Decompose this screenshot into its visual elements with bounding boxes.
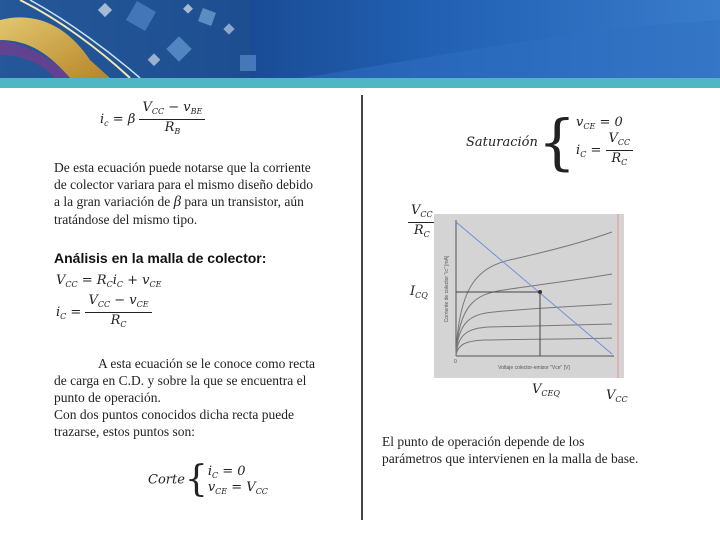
banner-decoration <box>0 0 720 78</box>
graph-ylabel: Corriente de colector "ic" [mA] <box>444 255 450 323</box>
header-banner <box>0 0 720 78</box>
output-characteristics-graph <box>434 214 624 378</box>
equation-collector-mesh: $V_{CC} = R_Ci_C + v_{CE}$ <box>56 273 162 289</box>
graph-background <box>434 214 624 378</box>
graph-label-vcc-over-rc: $\frac{V_{CC}}{R_C}$ <box>408 203 436 242</box>
graph-label-vcc: $V_{CC}$ <box>606 388 628 404</box>
teal-bar <box>0 78 720 88</box>
paragraph-load-line: A esta ecuación se le conoce como recta de carga en C.D. y sobre la que se encuentra el punto de operación. Con dos puntos conocidos dicha recta puede trazarse, estos puntos son: <box>54 356 316 439</box>
equation-saturation: Saturación{ $v_{CE} = 0$ $i_C$ = $\frac{V_{CC}}{R_C}$ <box>466 115 633 170</box>
graph-label-icq: $I_{CQ}$ <box>410 284 428 300</box>
graph-origin: 0 <box>454 359 457 365</box>
beta-symbol: β <box>173 194 182 210</box>
equation-cutoff: Corte{ $i_C = 0$ $v_{CE} = V_{CC}$ <box>148 459 268 500</box>
equation-collector-current: $i_C$ = $\frac{V_{CC} - v_{CE}}{R_C}$ <box>56 293 152 332</box>
graph-label-vceq: $V_{CEQ}$ <box>532 382 560 398</box>
equation-base-current: $i_c = \beta$ $\frac{V_{CC} - v_{BE}}{R_B}$ <box>100 100 205 139</box>
graph-xlabel: Voltaje colector-emisor "Vce" [V] <box>498 365 570 371</box>
column-divider <box>361 95 363 520</box>
paragraph-collector-current: De esta ecuación puede notarse que la corriente de colector variara para el mismo diseño debido a la gran variación de β para un transistor, aún tratándose del mismo tipo. <box>54 160 314 227</box>
paragraph-operating-point: El punto de operación depende de los parámetros que intervienen en la malla de base. <box>382 434 639 466</box>
operating-point <box>538 290 542 294</box>
section-heading: Análisis en la malla de colector: <box>54 250 267 266</box>
